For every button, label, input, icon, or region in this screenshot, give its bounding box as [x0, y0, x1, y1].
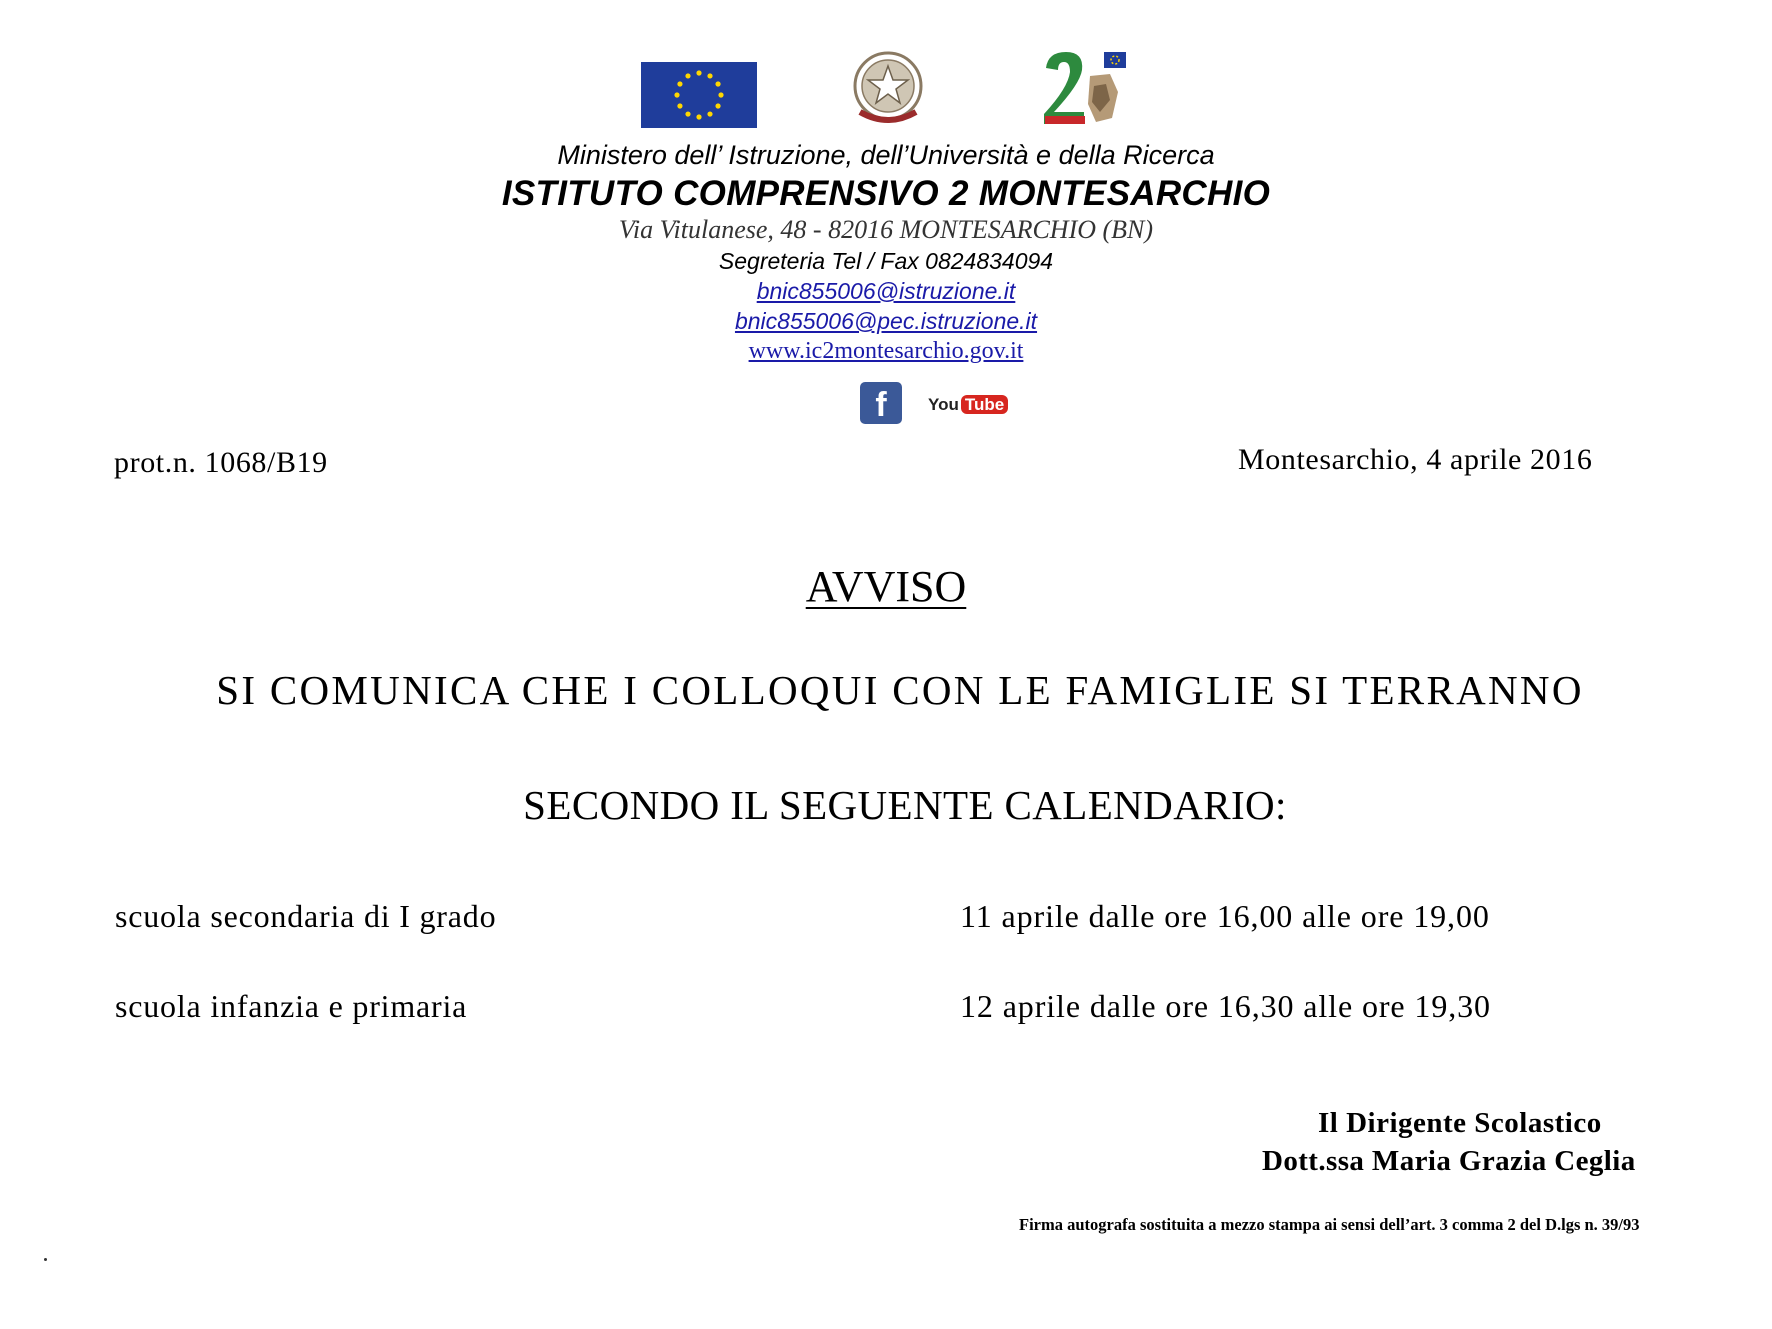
schedule-row-time: 12 aprile dalle ore 16,30 alle ore 19,30	[960, 988, 1491, 1024]
signer-name: Dott.ssa Maria Grazia Ceglia	[1262, 1145, 1636, 1177]
ministry-name: Ministero dell’ Istruzione, dell’Università e della Ricerca	[557, 140, 1215, 170]
office-phone: Segreteria Tel / Fax 0824834094	[718, 248, 1054, 274]
institute-name: ISTITUTO COMPRENSIVO 2 MONTESARCHIO	[501, 174, 1271, 213]
youtube-icon[interactable]	[928, 392, 1008, 418]
document-date: Montesarchio, 4 aprile 2016	[1238, 443, 1593, 476]
email-link-wrapper	[0, 278, 1772, 305]
facebook-icon[interactable]: f	[860, 382, 902, 424]
website-link[interactable]: www.ic2montesarchio.gov.it	[748, 338, 1024, 364]
institute-address: Via Vitulanese, 48 - 82016 MONTESARCHIO (BN)	[618, 215, 1154, 244]
italian-republic-emblem-icon	[850, 46, 926, 132]
notice-title-text: AVVISO	[805, 562, 967, 611]
schedule-row-time: 11 aprile dalle ore 16,00 alle ore 19,00	[960, 898, 1490, 934]
stray-mark	[44, 1258, 47, 1261]
announcement-line-1: SI COMUNICA CHE I COLLOQUI CON LE FAMIGLIE SI TERRANNO	[216, 667, 1584, 713]
signer-title: Il Dirigente Scolastico	[1318, 1107, 1602, 1139]
youtube-tube-text: Tube	[961, 395, 1008, 414]
announcement-line-2: SECONDO IL SEGUENTE CALENDARIO:	[523, 782, 1287, 828]
pec-email-link[interactable]: bnic855006@pec.istruzione.it	[734, 308, 1038, 334]
signature-note: Firma autografa sostituita a mezzo stampa ai sensi dell’art. 3 comma 2 del D.lgs n. 39/93	[1019, 1215, 1640, 1234]
ic2-school-logo-icon	[1040, 48, 1132, 134]
protocol-number: prot.n. 1068/B19	[114, 446, 328, 479]
pec-link-wrapper	[0, 308, 1772, 335]
schedule-row-school: scuola secondaria di I grado	[115, 898, 497, 934]
youtube-you-text: You	[928, 395, 959, 414]
notice-title	[0, 561, 1772, 612]
website-link-wrapper	[0, 338, 1772, 365]
schedule-row-school: scuola infanzia e primaria	[115, 988, 468, 1024]
eu-flag-icon	[641, 62, 757, 128]
email-link[interactable]: bnic855006@istruzione.it	[756, 278, 1016, 304]
